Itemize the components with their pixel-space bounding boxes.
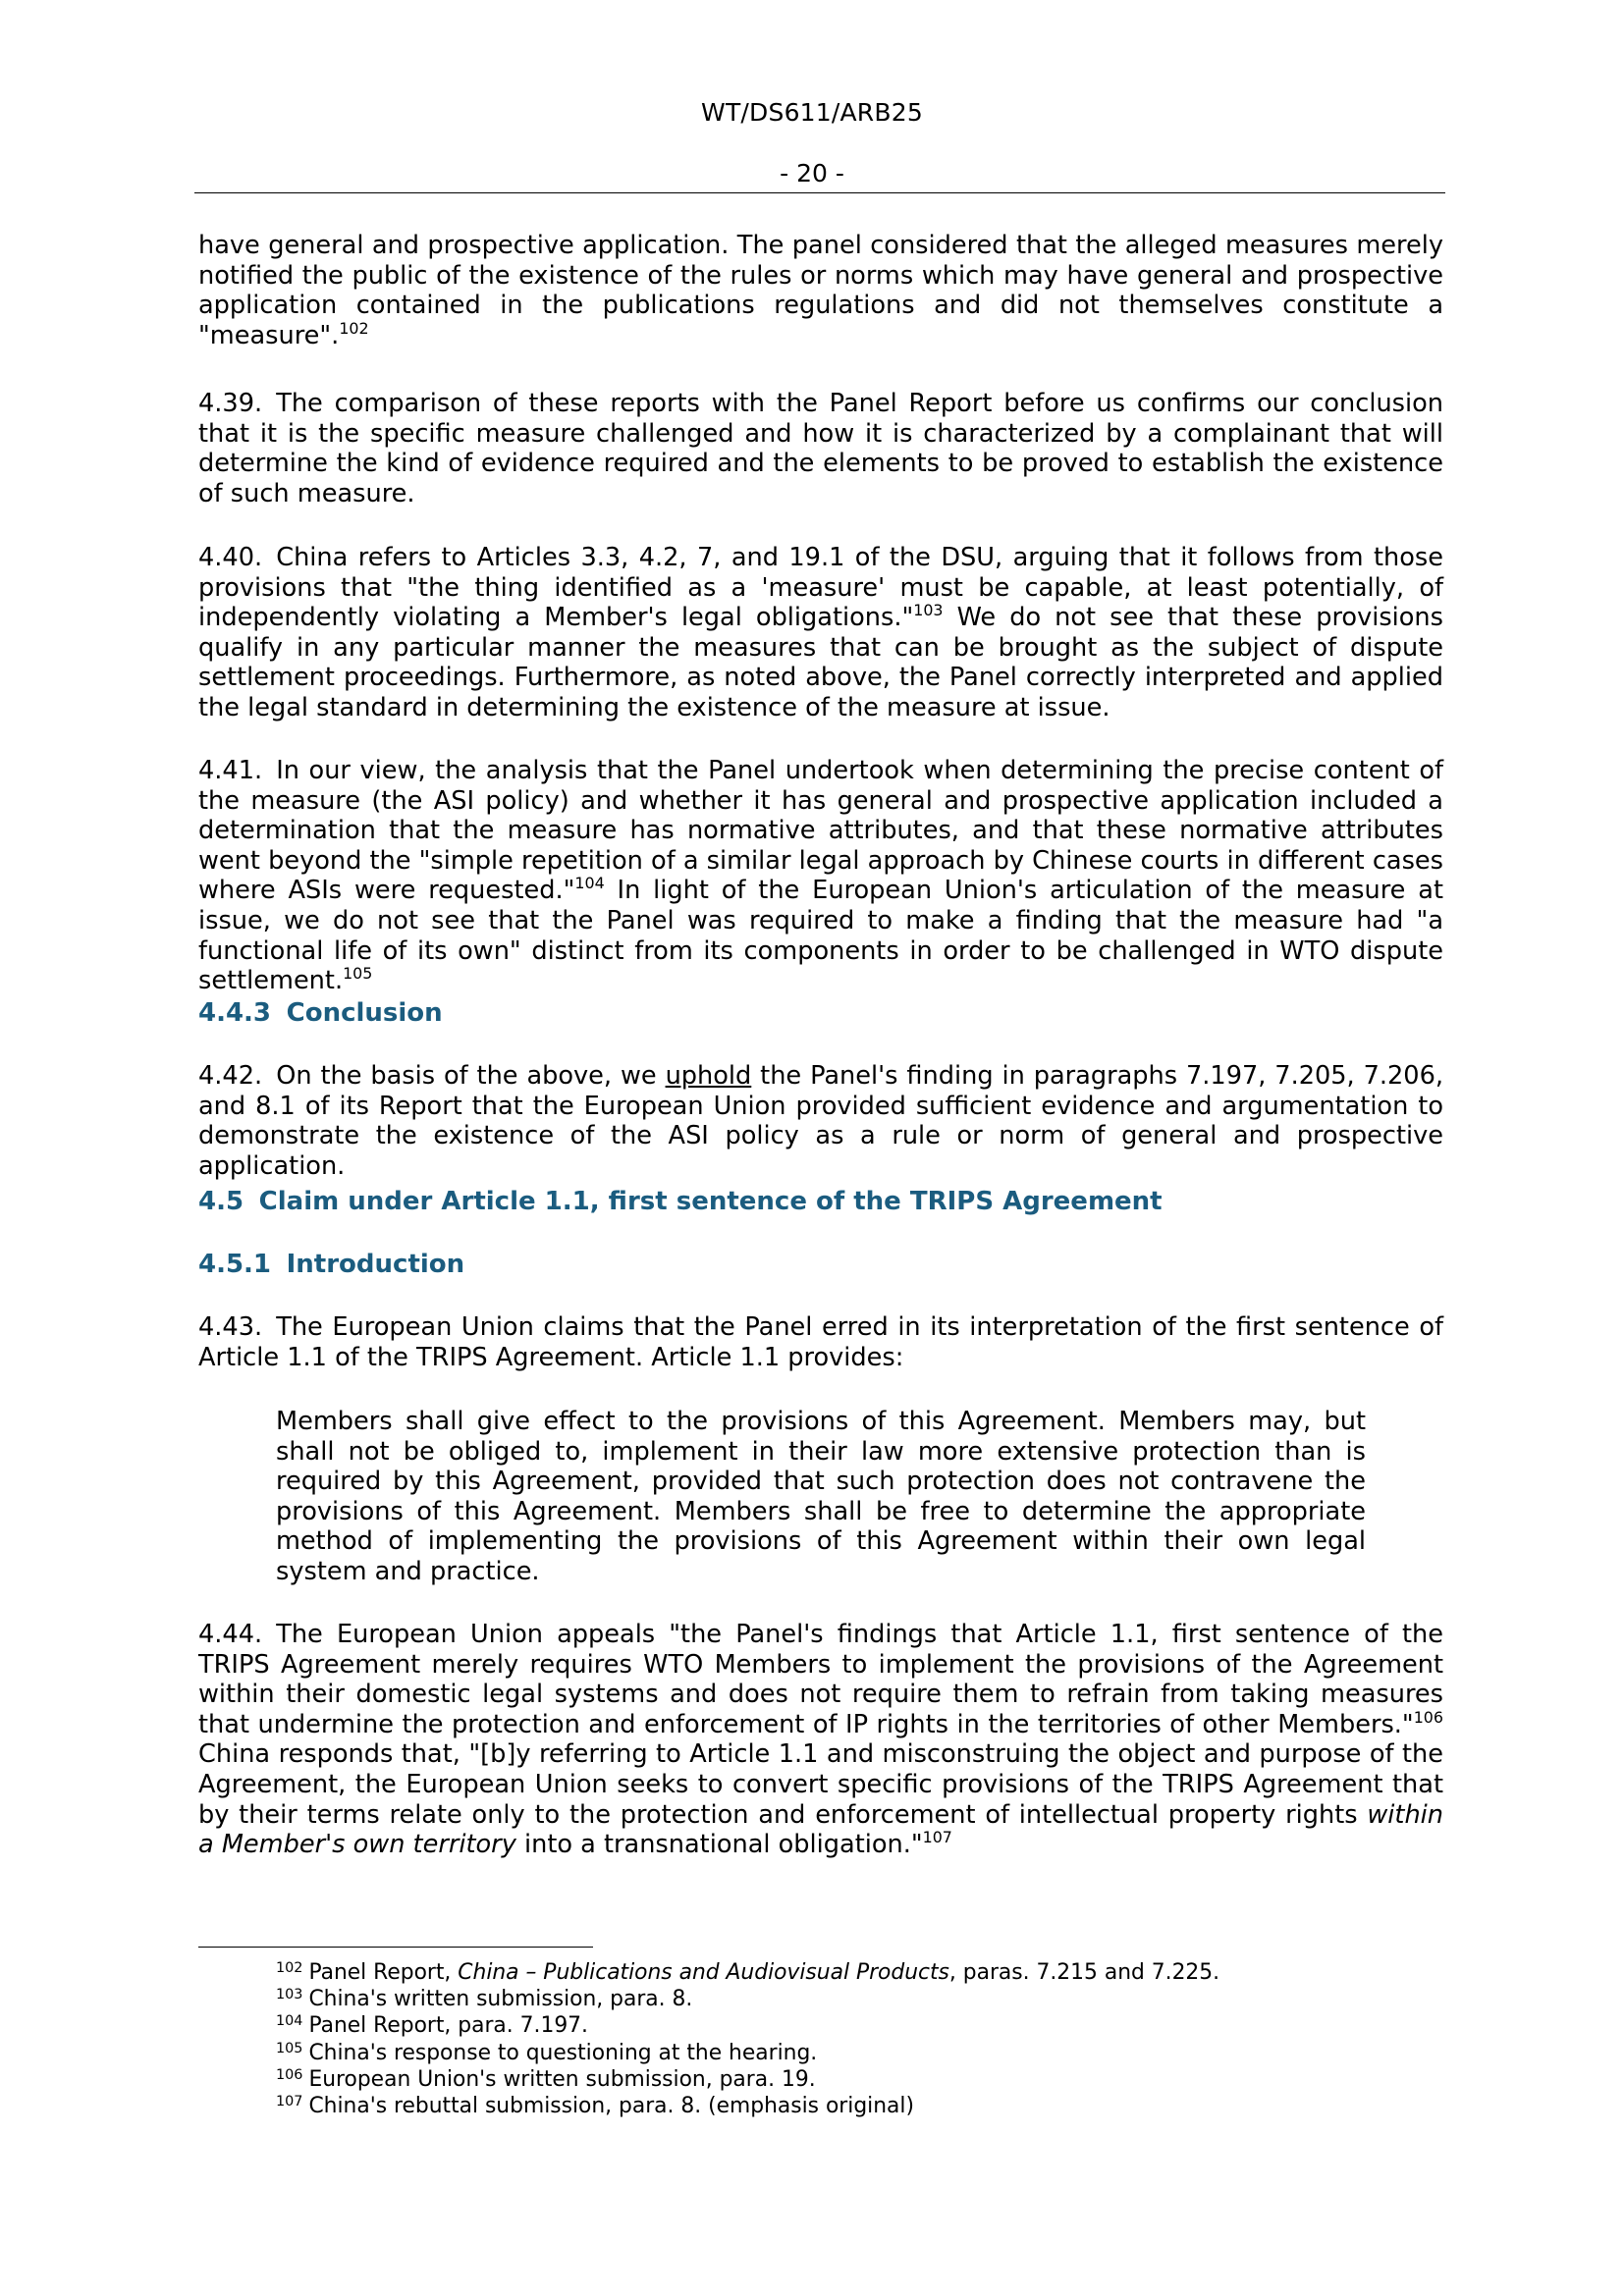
paragraph-number: 4.42. — [198, 1061, 263, 1091]
footnote-ref[interactable]: 104 — [574, 874, 605, 893]
footnote-107 — [276, 2093, 1356, 2119]
footnote-text: European Union's written submission, para. 19. — [308, 2066, 816, 2092]
footnote-ref[interactable]: 107 — [922, 1828, 952, 1847]
section-heading-4-5 — [198, 1186, 1443, 1217]
paragraph-text: In light of the European Union's articulation of the measure at issue, we do not see that the Panel was required to make a finding that the measure had "a functional life of its own" distinct from its components in order to be challenged in WTO dispute settlement. — [198, 876, 1443, 996]
paragraph-text: We do not see that these provisions qualify in any particular manner the measures that can be brought as the subject of dispute settlement proceedings. Furthermore, as noted above, the Panel correctly interpreted and applied the legal standard in determining the existence of the measure at issue. — [198, 603, 1443, 722]
paragraph-continued — [198, 231, 1443, 350]
section-heading-4-5-1 — [198, 1249, 1443, 1280]
footnote-ref[interactable]: 103 — [913, 601, 944, 620]
footnote-number: 107 — [276, 2093, 303, 2109]
heading-title: Claim under Article 1.1, first sentence of the TRIPS Agreement — [258, 1187, 1163, 1216]
paragraph-4-42 — [198, 1061, 1443, 1181]
footnote-103 — [276, 1986, 1356, 2012]
paragraph-number: 4.41. — [198, 756, 263, 785]
footnote-italic: China – Publications and Audiovisual Products — [458, 1960, 949, 1985]
footnote-number: 102 — [276, 1959, 303, 1976]
header-divider — [194, 192, 1445, 193]
uphold-emphasis: uphold — [665, 1061, 752, 1091]
footnote-text: China's response to questioning at the hearing. — [308, 2040, 818, 2065]
section-heading-4-4-3 — [198, 997, 1443, 1029]
paragraph-text: The European Union claims that the Panel erred in its interpretation of the first sentence of Article 1.1 of the TRIPS Agreement. Article 1.1 provides: — [198, 1312, 1443, 1372]
footnote-text: Panel Report, — [308, 1960, 459, 1985]
footnote-ref[interactable]: 106 — [1413, 1707, 1443, 1727]
paragraph-text: China refers to Articles 3.3, 4.2, 7, and 19.1 of the DSU, arguing that it follows from those provisions that "the thing identified as a 'measure' must be capable, at least potentially, of independently violating a Member's legal obligations." — [198, 543, 1443, 633]
heading-number: 4.5 — [198, 1187, 244, 1216]
footnote-106 — [276, 2066, 1356, 2093]
footnote-text: Panel Report, para. 7.197. — [308, 2013, 588, 2039]
footnotes — [276, 1959, 1356, 2119]
paragraph-number: 4.43. — [198, 1312, 263, 1342]
footnote-number: 103 — [276, 1987, 303, 2003]
quote-text: Members shall give effect to the provisions of this Agreement. Members may, but shall not be obliged to, implement in their law more extensive protection than is required by this Agreement, provided that such protection does not contravene the provisions of this Agreement. Members shall be free to determine the appropriate method of implementing the provisions of this Agreement within their own legal system and practice. — [276, 1407, 1366, 1586]
paragraph-text: On the basis of the above, we — [276, 1061, 666, 1091]
paragraph-4-40 — [198, 543, 1443, 723]
paragraph-text: The comparison of these reports with the Panel Report before us confirms our conclusion that it is the specific measure challenged and how it is characterized by a complainant that will determine the kind of evidence required and the elements to be proved to establish the existence of such measure. — [198, 389, 1443, 508]
heading-title: Introduction — [286, 1250, 465, 1279]
heading-number: 4.5.1 — [198, 1250, 272, 1279]
footnote-ref[interactable]: 102 — [339, 318, 369, 338]
footnote-104 — [276, 2012, 1356, 2039]
footnote-102 — [276, 1959, 1356, 1986]
footnote-number: 105 — [276, 2040, 303, 2056]
paragraph-4-43 — [198, 1312, 1443, 1372]
block-quote — [276, 1407, 1366, 1587]
paragraph-4-44 — [198, 1620, 1443, 1860]
paragraph-4-41 — [198, 756, 1443, 996]
document-symbol: WT/DS611/ARB25 — [701, 98, 923, 127]
paragraph-text: have general and prospective application. The panel considered that the alleged measures merely notified the public of the existence of the rules or norms which may have general and prospective application contained in the publications regulations and did not themselves constitute a "measure". — [198, 231, 1443, 350]
heading-title: Conclusion — [286, 998, 443, 1028]
paragraph-number: 4.39. — [198, 389, 263, 418]
footnote-text: China's rebuttal submission, para. 8. (emphasis original) — [308, 2094, 914, 2119]
paragraph-text: the Panel's finding in paragraphs 7.197, 7.205, 7.206, and 8.1 of its Report that the European Union provided sufficient evidence and argumentation to demonstrate the existence of the ASI policy as a rule or norm of general and prospective application. — [198, 1061, 1444, 1181]
footnote-ref[interactable]: 105 — [343, 964, 373, 984]
heading-number: 4.4.3 — [198, 998, 272, 1028]
paragraph-text: The European Union appeals "the Panel's findings that Article 1.1, first sentence of the TRIPS Agreement merely requires WTO Members to implement the provisions of the Agreement within their domestic legal systems and does not require them to refrain from taking measures that undermine the protection and enforcement of IP rights in the territories of other Members." — [198, 1620, 1443, 1739]
paragraph-text: into a transnational obligation." — [515, 1830, 923, 1860]
footnote-text: , paras. 7.215 and 7.225. — [948, 1960, 1220, 1985]
paragraph-text: China responds that, "[b]y referring to Article 1.1 and misconstruing the object and purpose of the Agreement, the European Union seeks to convert specific provisions of the TRIPS Agreement that by their terms relate only to the protection and enforcement of intellectual property rights — [198, 1739, 1443, 1830]
paragraph-text: In our view, the analysis that the Panel undertook when determining the precise content of the measure (the ASI policy) and whether it has general and prospective application included a determination that the measure has normative attributes, and that these normative attributes went beyond the "simple repetition of a similar legal approach by Chinese courts in different cases where ASIs were requested." — [198, 756, 1443, 906]
paragraph-number: 4.44. — [198, 1620, 263, 1649]
footnote-number: 104 — [276, 2013, 303, 2030]
paragraph-number: 4.40. — [198, 543, 263, 572]
footnote-text: China's written submission, para. 8. — [308, 1987, 693, 2012]
paragraph-4-39 — [198, 389, 1443, 508]
footnote-separator — [198, 1947, 593, 1948]
footnote-105 — [276, 2040, 1356, 2066]
italic-emphasis: within a Member's own territory — [198, 1799, 1443, 1860]
page-number: - 20 - — [780, 159, 844, 187]
footnote-number: 106 — [276, 2066, 303, 2083]
